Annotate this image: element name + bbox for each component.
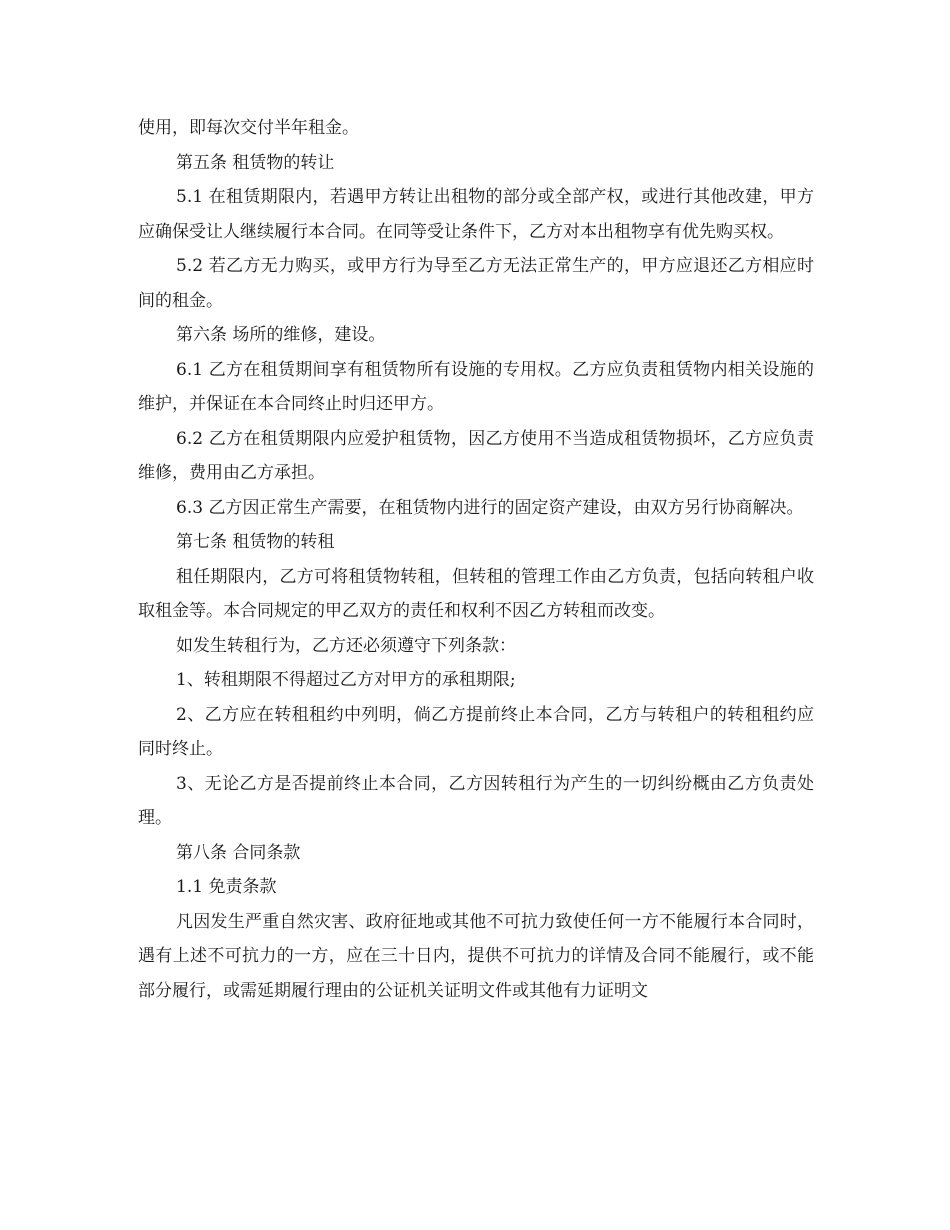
paragraph: 1.1 免责条款 <box>176 877 277 897</box>
paragraph: 6.1 乙方在租赁期间享有租赁物所有设施的专用权。乙方应负责租赁物内相关设施的维护，并保证在本合同终止时归还甲方。 <box>138 359 814 414</box>
paragraph: 如发生转租行为，乙方还必须遵守下列条款： <box>176 635 516 656</box>
paragraph: 3、无论乙方是否提前终止本合同，乙方因转租行为产生的一切纠纷概由乙方负责处理。 <box>138 773 814 828</box>
paragraph: 6.3 乙方因正常生产需要，在租赁物内进行的固定资产建设，由双方另行协商解决。 <box>176 497 804 518</box>
document-body <box>138 111 814 1008</box>
paragraph: 凡因发生严重自然灾害、政府征地或其他不可抗力致使任何一方不能履行本合同时，遇有上述不可抗力的一方，应在三十日内，提供不可抗力的详情及合同不能履行，或不能部分履行，或需延期履行理由的公证机关证明文件或其他有力证明文 <box>138 911 814 1001</box>
paragraph: 6.2 乙方在租赁期限内应爱护租赁物，因乙方使用不当造成租赁物损坏，乙方应负责维修，费用由乙方承担。 <box>138 428 814 483</box>
paragraph: 第七条 租赁物的转租 <box>176 532 335 552</box>
paragraph: 5.2 若乙方无力购买，或甲方行为导至乙方无法正常生产的，甲方应退还乙方相应时间的租金。 <box>138 256 814 311</box>
paragraph: 2、乙方应在转租租约中列明，倘乙方提前终止本合同，乙方与转租户的转租租约应同时终止。 <box>138 704 814 759</box>
paragraph: 第六条 场所的维修，建设。 <box>176 325 386 345</box>
paragraph: 第五条 租赁物的转让 <box>176 152 335 173</box>
paragraph: 第八条 合同条款 <box>176 842 301 863</box>
paragraph: 5.1 在租赁期限内，若遇甲方转让出租物的部分或全部产权，或进行其他改建，甲方应确保受让人继续履行本合同。在同等受让条件下，乙方对本出租物享有优先购买权。 <box>138 187 814 242</box>
paragraph: 租任期限内，乙方可将租赁物转租，但转租的管理工作由乙方负责，包括向转租户收取租金等。本合同规定的甲乙双方的责任和权利不因乙方转租而改变。 <box>138 566 814 621</box>
paragraph: 1、转租期限不得超过乙方对甲方的承租期限; <box>176 670 516 690</box>
paragraph: 使用，即每次交付半年租金。 <box>138 118 359 138</box>
